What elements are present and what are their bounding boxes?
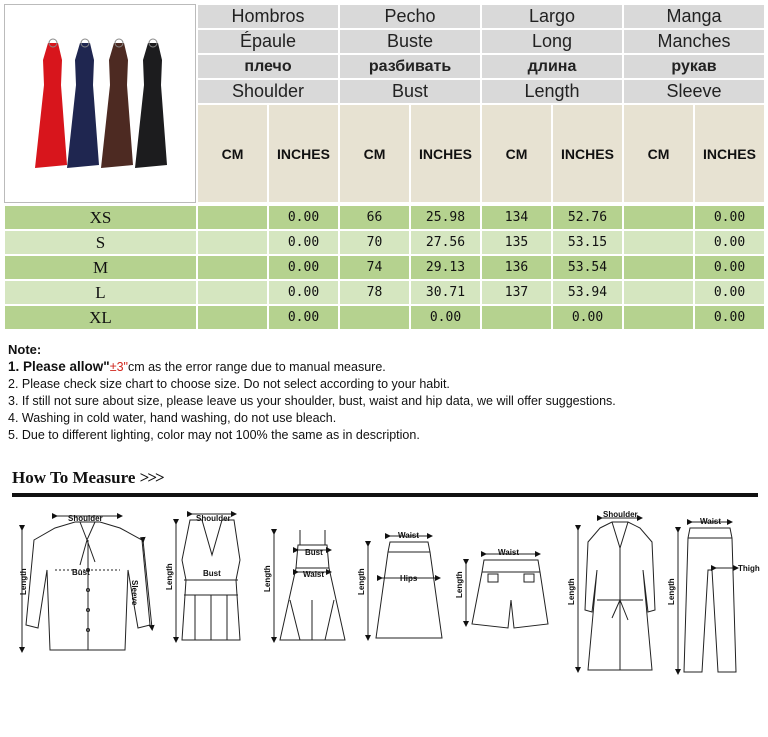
table-cell: 66 (339, 205, 410, 230)
note-line-3: 3. If still not sure about size, please leave us your shoulder, bust, waist and hip data, we will offer suggestions. (8, 394, 616, 408)
length-measure-label: Length (567, 578, 576, 605)
size-label: S (4, 230, 197, 255)
shoulder-measure-label: Shoulder (68, 514, 103, 523)
dress-1 (67, 43, 99, 168)
size-label: XL (4, 305, 197, 330)
table-cell (623, 230, 694, 255)
thigh-measure-label: Thigh (738, 564, 760, 573)
header-cell: Manga (623, 4, 765, 29)
header-cell: Buste (339, 29, 481, 54)
length-measure-label: Length (263, 565, 272, 592)
skirt-diagram (376, 542, 442, 638)
measurement-diagrams (0, 500, 768, 690)
trousers-diagram (684, 528, 736, 672)
header-cell: длина (481, 54, 623, 79)
table-cell (197, 205, 268, 230)
table-cell: 0.00 (268, 280, 339, 305)
table-cell: 135 (481, 230, 552, 255)
note-line-5: 5. Due to different lighting, color may not 100% the same as in description. (8, 428, 420, 442)
heading-rule (12, 493, 758, 497)
unit-header: CM (481, 104, 552, 203)
header-cell: Sleeve (623, 79, 765, 104)
table-cell: 70 (339, 230, 410, 255)
header-cell: Long (481, 29, 623, 54)
table-cell: 78 (339, 280, 410, 305)
product-image (4, 4, 196, 203)
table-cell: 25.98 (410, 205, 481, 230)
table-cell (197, 305, 268, 330)
unit-header: INCHES (694, 104, 765, 203)
table-cell (623, 305, 694, 330)
bust-measure-label: Bust (72, 568, 90, 577)
header-cell: Épaule (197, 29, 339, 54)
table-cell: 53.15 (552, 230, 623, 255)
shorts-diagram (472, 560, 548, 628)
table-cell: 30.71 (410, 280, 481, 305)
waist-measure-label: Waist (700, 517, 722, 526)
header-cell: Hombros (197, 4, 339, 29)
waist-measure-label: Waist (498, 548, 520, 557)
table-cell: 0.00 (268, 205, 339, 230)
note-line-4: 4. Washing in cold water, hand washing, do not use bleach. (8, 411, 337, 425)
note-line-1: 1. Please allow"±3"cm as the error range due to manual measure. (8, 359, 386, 374)
table-cell: 0.00 (694, 280, 765, 305)
table-cell (197, 280, 268, 305)
table-cell: 0.00 (268, 230, 339, 255)
header-cell: Shoulder (197, 79, 339, 104)
table-cell: 0.00 (694, 255, 765, 280)
notes-title: Note: (8, 342, 42, 357)
table-cell (339, 305, 410, 330)
dress-2 (101, 43, 133, 168)
table-cell: 0.00 (410, 305, 481, 330)
size-label: L (4, 280, 197, 305)
table-cell (197, 255, 268, 280)
table-cell: 53.94 (552, 280, 623, 305)
bust-measure-label: Bust (305, 548, 323, 557)
shoulder-measure-label: Shoulder (603, 510, 638, 519)
coat-diagram (585, 522, 655, 670)
length-measure-label: Length (19, 568, 28, 595)
how-to-measure-heading: How To Measure >>> (12, 468, 163, 487)
waist-measure-label: Waist (303, 570, 325, 579)
waist-measure-label: Waist (398, 531, 420, 540)
note-line-2: 2. Please check size chart to choose size. Do not select according to your habit. (8, 377, 450, 391)
hips-measure-label: Hips (400, 574, 418, 583)
shoulder-measure-label: Shoulder (196, 514, 231, 523)
table-cell: 136 (481, 255, 552, 280)
unit-header: INCHES (552, 104, 623, 203)
tank-diagram (182, 520, 240, 640)
table-cell: 74 (339, 255, 410, 280)
table-cell (197, 230, 268, 255)
header-cell: Bust (339, 79, 481, 104)
bust-measure-label: Bust (203, 569, 221, 578)
header-cell: плечо (197, 54, 339, 79)
unit-header: CM (197, 104, 268, 203)
dresses-illustration (5, 5, 195, 202)
table-cell: 0.00 (694, 205, 765, 230)
sleeve-measure-label: Sleeve (130, 580, 139, 606)
size-label: XS (4, 205, 197, 230)
table-cell (623, 280, 694, 305)
header-cell: рукав (623, 54, 765, 79)
table-cell (623, 255, 694, 280)
header-cell: Length (481, 79, 623, 104)
length-measure-label: Length (455, 571, 464, 598)
table-cell: 52.76 (552, 205, 623, 230)
unit-header: CM (339, 104, 410, 203)
header-cell: Pecho (339, 4, 481, 29)
length-measure-label: Length (165, 563, 174, 590)
table-cell: 27.56 (410, 230, 481, 255)
length-measure-label: Length (357, 568, 366, 595)
size-label: M (4, 255, 197, 280)
unit-header: INCHES (410, 104, 481, 203)
header-cell: разбивать (339, 54, 481, 79)
table-cell: 0.00 (268, 255, 339, 280)
unit-header: INCHES (268, 104, 339, 203)
table-cell: 0.00 (268, 305, 339, 330)
table-cell: 0.00 (694, 230, 765, 255)
table-cell: 0.00 (694, 305, 765, 330)
table-cell (623, 205, 694, 230)
table-cell: 137 (481, 280, 552, 305)
table-cell: 29.13 (410, 255, 481, 280)
dress-3 (135, 43, 167, 168)
header-cell: Manches (623, 29, 765, 54)
table-cell: 53.54 (552, 255, 623, 280)
table-cell: 0.00 (552, 305, 623, 330)
header-cell: Largo (481, 4, 623, 29)
table-cell (481, 305, 552, 330)
cami-dress-diagram (280, 530, 345, 640)
notes-section (8, 341, 758, 444)
length-measure-label: Length (667, 578, 676, 605)
dress-0 (35, 43, 67, 168)
table-cell: 134 (481, 205, 552, 230)
unit-header: CM (623, 104, 694, 203)
